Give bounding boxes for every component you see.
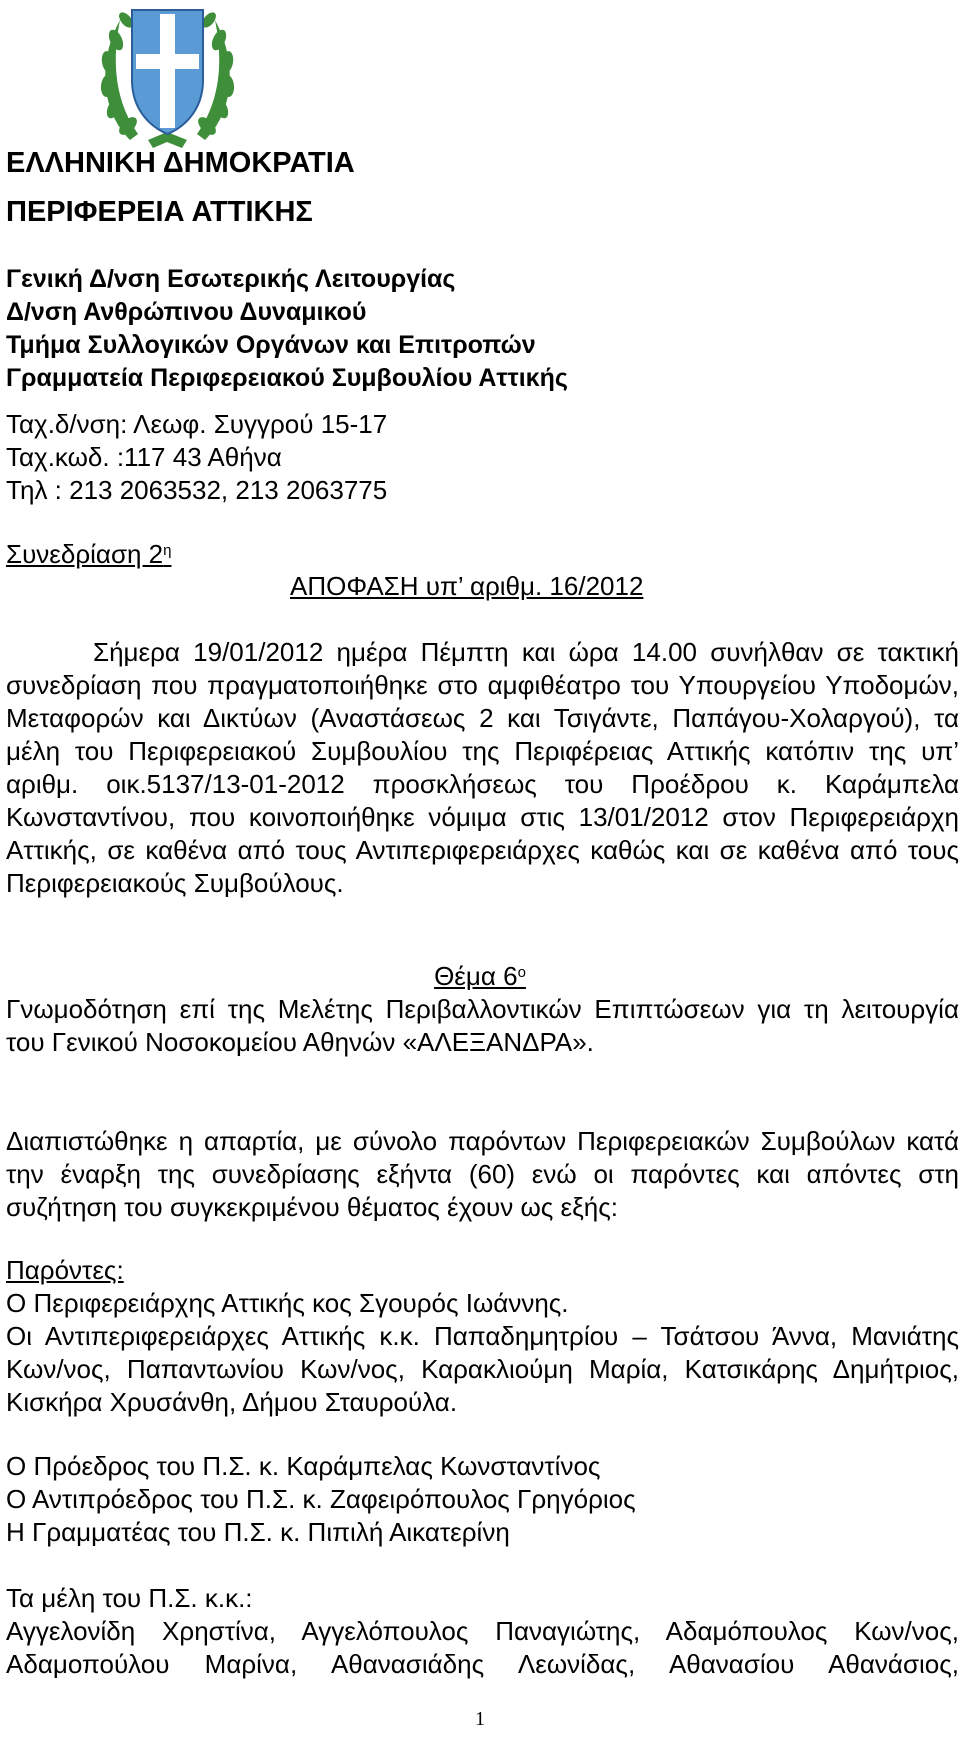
dept-line-2: Δ/νση Ανθρώπινου Δυναμικού [6, 298, 367, 326]
postcode-line: Ταχ.κωδ. :117 43 Αθήνα [6, 442, 282, 472]
topic-heading: Θέμα $6^o$ [434, 961, 526, 991]
intro-paragraph: Σήμερα 19/01/2012 ημέρα Πέμπτη και ώρα 14.00 συνήλθαν σε τακτική συνεδρίαση που πραγματοποιήθηκε στο αμφιθέατρο του Υπουργείου Υποδομών, Μεταφορών και Δικτύων (Αναστάσεως 2 και Τσιγάντε, Παπάγου-Χολαργού), τα μέλη του Περιφερειακού Συμβουλίου της Περιφέρειας Αττικής κατόπιν της υπ’ αριθμ. οικ.5137/13-01-2012 προσκλήσεως του Προέδρου κ. Καράμπελα Κωνσταντίνου, που κοινοποιήθηκε νόμιμα στις 13/01/2012 στον Περιφερειάρχη Αττικής, σε καθένα από τους Αντιπεριφερειάρχες καθώς και σε καθένα από τους Περιφερειακούς Συμβούλους. [6, 637, 959, 898]
dept-line-3: Τμήμα Συλλογικών Οργάνων και Επιτροπών [6, 331, 536, 359]
page-number: 1 [475, 1708, 485, 1730]
session-sup: η [163, 542, 172, 559]
topic-text: Γνωμοδότηση επί της Μελέτης Περιβαλλοντικών Επιπτώσεων για τη λειτουργία του Γενικού Νοσοκομείου Αθηνών «ΑΛΕΞΑΝΔΡΑ». [6, 994, 959, 1057]
secretary-line: Η Γραμματέας του Π.Σ. κ. Πιπιλή Αικατερίνη [6, 1517, 510, 1547]
present-heading: Παρόντες: [6, 1255, 124, 1285]
dept-line-4: Γραμματεία Περιφερειακού Συμβουλίου Αττικής [6, 364, 568, 392]
session-label: Συνεδρίαση $2^\eta$ [6, 539, 172, 569]
vice-governors-paragraph: Οι Αντιπεριφερειάρχες Αττικής κ.κ. Παπαδημητρίου – Τσάτσου Άννα, Μανιάτης Κων/νος, Παπαντωνίου Κων/νος, Καρακλιούμη Μαρία, Κατσικάρης Δημήτριος, Κισκήρα Χρυσάνθη, Δήμου Σταυρούλα. [6, 1321, 959, 1417]
quorum-paragraph: Διαπιστώθηκε η απαρτία, με σύνολο παρόντων Περιφερειακών Συμβούλων κατά την έναρξη της συνεδρίασης εξήντα (60) ενώ οι παρόντες και απόντες στη συζήτηση του συγκεκριμένου θέματος έχουν ως εξής: [6, 1126, 959, 1222]
address-line: Ταχ.δ/νση: Λεωφ. Συγγρού 15-17 [6, 409, 388, 439]
greek-coat-of-arms-emblem [90, 0, 245, 155]
vice-president-line: Ο Αντιπρόεδρος του Π.Σ. κ. Ζαφειρόπουλος Γρηγόριος [6, 1484, 636, 1514]
topic-sup: ο [517, 964, 526, 981]
decision-title: ΑΠΟΦΑΣΗ υπ’ αριθμ. 16/2012 [290, 571, 644, 601]
dept-line-1: Γενική Δ/νση Εσωτερικής Λειτουργίας [6, 265, 456, 293]
governor-line: Ο Περιφερειάρχης Αττικής κος Σγουρός Ιωάννης. [6, 1288, 569, 1318]
members-list: Αγγελονίδη Χρηστίνα, Αγγελόπουλος Παναγιώτης, Αδαμόπουλος Κων/νος, Αδαμοπούλου Μαρίνα, Αθανασιάδης Λεωνίδας, Αθανασίου Αθανάσιος, [6, 1616, 959, 1679]
region-title: ΠΕΡΙΦΕΡΕΙΑ ΑΤΤΙΚΗΣ [6, 196, 313, 228]
president-line: Ο Πρόεδρος του Π.Σ. κ. Καράμπελας Κωνσταντίνος [6, 1451, 601, 1481]
republic-title: ΕΛΛΗΝΙΚΗ ΔΗΜΟΚΡΑΤΙΑ [6, 147, 355, 179]
phone-line: Τηλ : 213 2063532, 213 2063775 [6, 475, 388, 505]
members-heading: Τα μέλη του Π.Σ. κ.κ.: [6, 1583, 253, 1613]
